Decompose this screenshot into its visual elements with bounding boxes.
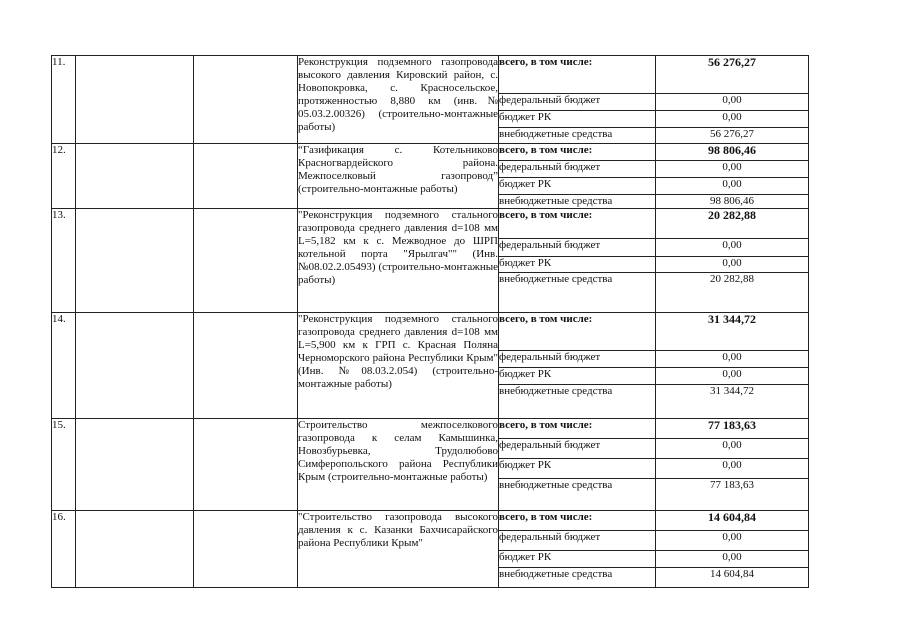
rk-budget-value: 0,00 xyxy=(656,459,809,479)
total-value: 56 276,27 xyxy=(656,56,809,94)
extrabudgetary-label: внебюджетные средства xyxy=(499,479,656,511)
table-row xyxy=(52,511,809,531)
item-number: 15. xyxy=(52,419,76,511)
extrabudgetary-label: внебюджетные средства xyxy=(499,385,656,419)
rk-budget-label: бюджет РК xyxy=(499,459,656,479)
total-value: 20 282,88 xyxy=(656,209,809,239)
empty-cell xyxy=(194,209,298,313)
table-row xyxy=(52,56,809,94)
total-label: всего, в том числе: xyxy=(499,56,656,94)
extrabudgetary-label: внебюджетные средства xyxy=(499,128,656,144)
empty-cell xyxy=(76,313,194,419)
empty-cell xyxy=(194,419,298,511)
total-label: всего, в том числе: xyxy=(499,144,656,161)
table-row xyxy=(52,209,809,239)
empty-cell xyxy=(76,56,194,144)
federal-budget-value: 0,00 xyxy=(656,531,809,551)
empty-cell xyxy=(194,511,298,588)
empty-cell xyxy=(76,419,194,511)
table-row xyxy=(52,144,809,161)
extrabudgetary-value: 20 282,88 xyxy=(656,273,809,313)
total-label: всего, в том числе: xyxy=(499,313,656,351)
project-description: "Реконструкция подземного стального газопровода среднего давления d=108 мм L=5,182 км к с. Межводное до ШРП котельной порта "Ярылгач"" (Инв. №08.02.2.05493) (строительно-монтажные работы) xyxy=(298,209,499,313)
federal-budget-value: 0,00 xyxy=(656,439,809,459)
federal-budget-value: 0,00 xyxy=(656,239,809,257)
item-number: 11. xyxy=(52,56,76,144)
total-label: всего, в том числе: xyxy=(499,209,656,239)
total-label: всего, в том числе: xyxy=(499,419,656,439)
extrabudgetary-label: внебюджетные средства xyxy=(499,568,656,588)
funding-table-body xyxy=(52,56,809,588)
federal-budget-label: федеральный бюджет xyxy=(499,439,656,459)
empty-cell xyxy=(76,144,194,209)
rk-budget-label: бюджет РК xyxy=(499,111,656,128)
federal-budget-value: 0,00 xyxy=(656,161,809,178)
rk-budget-value: 0,00 xyxy=(656,178,809,195)
extrabudgetary-label: внебюджетные средства xyxy=(499,273,656,313)
rk-budget-value: 0,00 xyxy=(656,551,809,568)
extrabudgetary-value: 14 604,84 xyxy=(656,568,809,588)
empty-cell xyxy=(194,144,298,209)
empty-cell xyxy=(194,56,298,144)
project-description: "Строительство газопровода высокого давления к с. Казанки Бахчисарайского района Республики Крым" xyxy=(298,511,499,588)
rk-budget-label: бюджет РК xyxy=(499,551,656,568)
total-value: 31 344,72 xyxy=(656,313,809,351)
project-description: "Реконструкция подземного стального газопровода среднего давления d=108 мм L=5,900 км к ГРП с. Красная Поляна Черноморского района Республики Крым" (Инв. №08.03.2.054) (строительно-монтажные работы) xyxy=(298,313,499,419)
federal-budget-label: федеральный бюджет xyxy=(499,239,656,257)
federal-budget-value: 0,00 xyxy=(656,94,809,111)
empty-cell xyxy=(76,209,194,313)
rk-budget-label: бюджет РК xyxy=(499,257,656,273)
item-number: 13. xyxy=(52,209,76,313)
total-label: всего, в том числе: xyxy=(499,511,656,531)
funding-table xyxy=(51,55,809,588)
rk-budget-label: бюджет РК xyxy=(499,368,656,385)
rk-budget-value: 0,00 xyxy=(656,368,809,385)
total-value: 77 183,63 xyxy=(656,419,809,439)
rk-budget-value: 0,00 xyxy=(656,257,809,273)
extrabudgetary-value: 77 183,63 xyxy=(656,479,809,511)
item-number: 12. xyxy=(52,144,76,209)
rk-budget-label: бюджет РК xyxy=(499,178,656,195)
federal-budget-label: федеральный бюджет xyxy=(499,94,656,111)
empty-cell xyxy=(76,511,194,588)
federal-budget-label: федеральный бюджет xyxy=(499,161,656,178)
federal-budget-label: федеральный бюджет xyxy=(499,531,656,551)
project-description: “Газификация с. Котельниково Красногвардейского района. Межпоселковый газопровод” (строительно-монтажные работы) xyxy=(298,144,499,209)
extrabudgetary-value: 98 806,46 xyxy=(656,195,809,209)
item-number: 16. xyxy=(52,511,76,588)
table-row xyxy=(52,419,809,439)
federal-budget-label: федеральный бюджет xyxy=(499,351,656,368)
rk-budget-value: 0,00 xyxy=(656,111,809,128)
extrabudgetary-value: 31 344,72 xyxy=(656,385,809,419)
extrabudgetary-label: внебюджетные средства xyxy=(499,195,656,209)
empty-cell xyxy=(194,313,298,419)
federal-budget-value: 0,00 xyxy=(656,351,809,368)
table-row xyxy=(52,313,809,351)
extrabudgetary-value: 56 276,27 xyxy=(656,128,809,144)
project-description: Реконструкция подземного газопровода высокого давления Кировский район, с. Новопокровка, с. Красносельское, протяженностью 8,880 км (инв.№ 05.03.2.00326) (строительно-монтажные работы) xyxy=(298,56,499,144)
item-number: 14. xyxy=(52,313,76,419)
total-value: 98 806,46 xyxy=(656,144,809,161)
project-description: Строительство межпоселкового газопровода к селам Камышинка, Новозбурьевка, Трудолюбово Симферопольского района Республики Крым (строительно-монтажные работы) xyxy=(298,419,499,511)
total-value: 14 604,84 xyxy=(656,511,809,531)
